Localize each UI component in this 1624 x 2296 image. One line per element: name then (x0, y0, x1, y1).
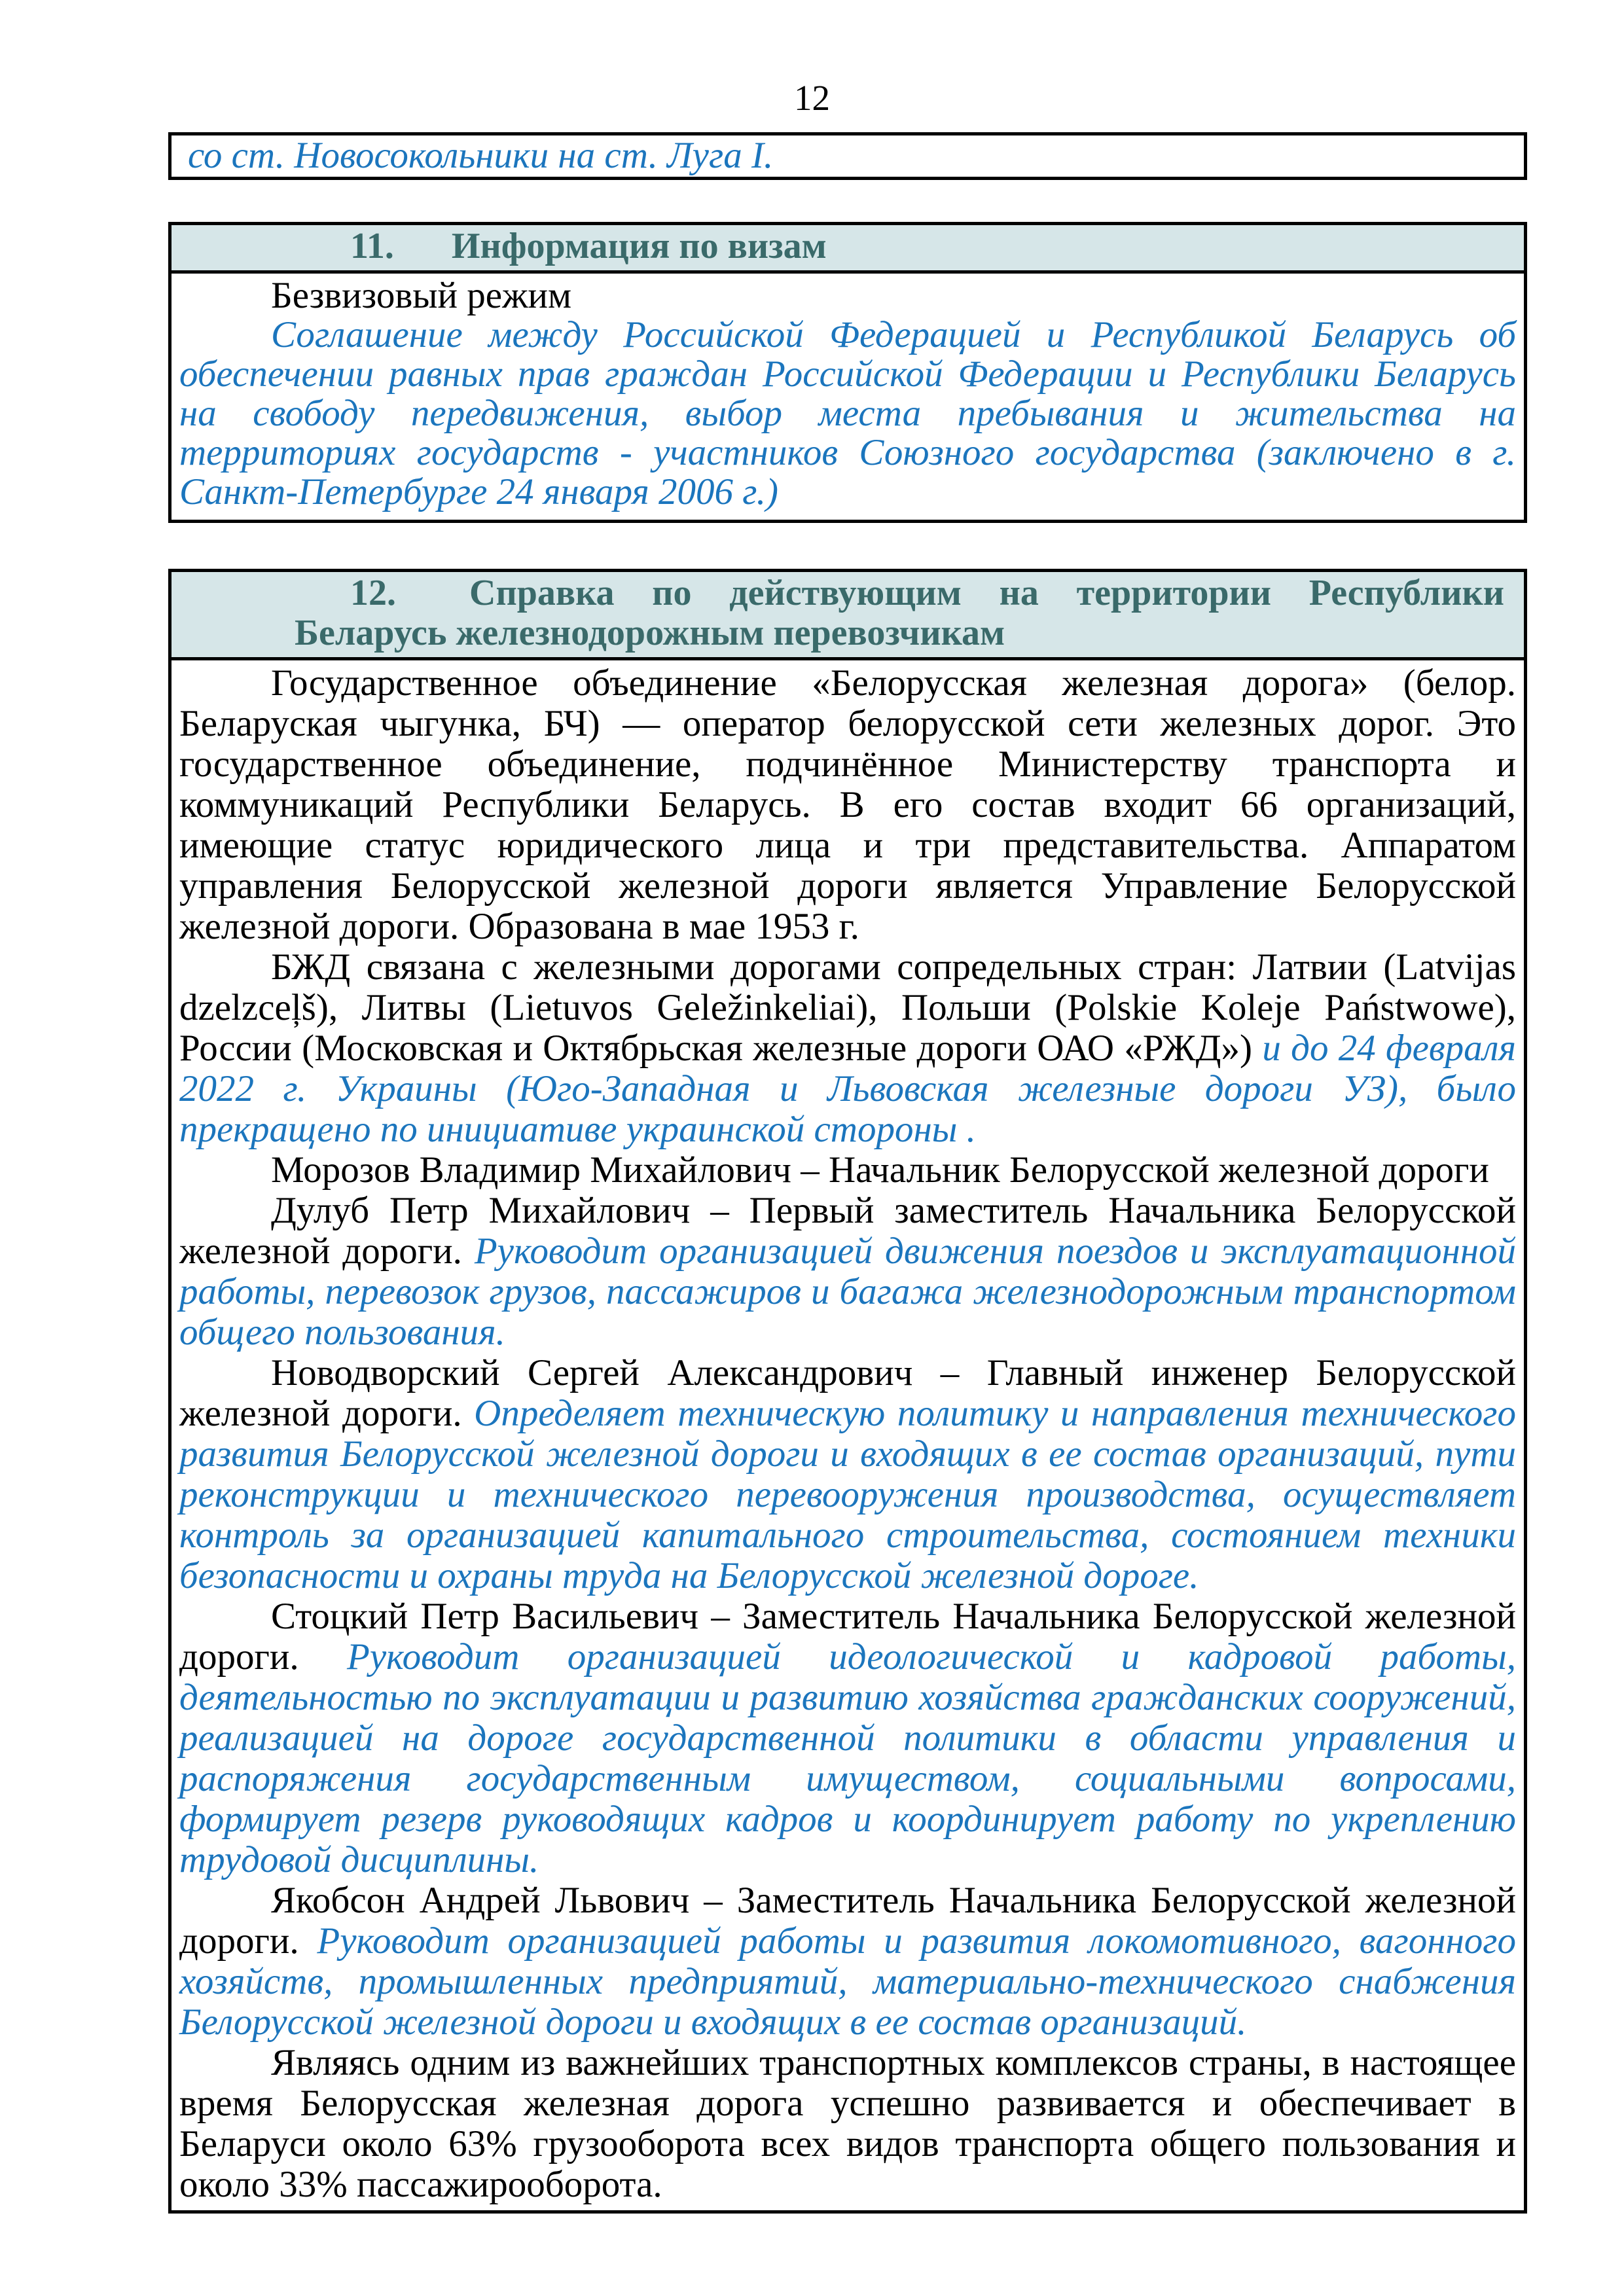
paragraph-morozov (179, 1150, 1516, 1191)
text-run-black: БЖД связана с железными дорогами сопредельных стран: Латвии (Latvijas dzelzceļš), Литвы (Lietuvos Geležinkeliai), Польши (Polskie Koleje Państwowe), России (Московская и Октябрьская железные дороги ОАО «РЖД») (179, 946, 1516, 1069)
paragraph-brief (179, 663, 1516, 947)
agreement-paragraph (179, 315, 1516, 512)
section-11-body (171, 274, 1524, 520)
text-run-black: Дулуб Петр Михайлович – Первый заместитель Начальника Белорусской железной дороги. (179, 1190, 1516, 1272)
section-12-header (171, 572, 1524, 660)
text-run-blue: и до 24 февраля 2022 г. Украины (Юго-Западная и Львовская железные дороги УЗ), было прекращено по инициативе украинской стороны . (179, 1028, 1516, 1150)
paragraph-yakobson (179, 1880, 1516, 2043)
text-run-black: Являясь одним из важнейших транспортных комплексов страны, в настоящее время Белорусская железная дорога успешно развивается и обеспечивает в Беларуси около 63% грузооборота всех видов транспорта общего пользования и около 33% пассажирооборота. (179, 2042, 1516, 2205)
text-run-black: Якобсон Андрей Львович – Заместитель Начальника Белорусской железной дороги. (179, 1880, 1516, 1962)
continuation-box (168, 132, 1527, 180)
continuation-text: со ст. Новосокольники на ст. Луга I. (188, 135, 774, 176)
paragraph-novodvorsky (179, 1353, 1516, 1596)
section-11-number: 11. (350, 226, 394, 266)
text-run-blue: Руководит организацией движения поездов и эксплуатационной работы, перевозок грузов, пассажиров и багажа железнодорожным транспортом общего пользования. (179, 1230, 1516, 1353)
section-11-title: Информация по визам (451, 226, 827, 266)
paragraph-summary (179, 2043, 1516, 2205)
paragraph-neighbor-railways (179, 947, 1516, 1150)
agreement-text: Соглашение между Российской Федерацией и Республикой Беларусь об обеспечении равных прав граждан Российской Федерации и Республики Беларусь на свободу передвижения, выбор места пребывания и жительства на территориях государств - участников Союзного государства (заключено в г. Санкт-Петербурге 24 января 2006 г.) (179, 314, 1516, 512)
paragraph-stotsky (179, 1596, 1516, 1880)
section-12-box (168, 569, 1527, 2214)
text-run-black: Государственное объединение «Белорусская железная дорога» (белор. Беларуская чыгунка, БЧ) — оператор белорусской сети железных дорог. Это государственное объединение, подчинённое Министерству транспорта и коммуникаций Республики Беларусь. В его состав входит 66 организаций, имеющие статус юридического лица и три представительства. Аппаратом управления Белорусской железной дороги является Управление Белорусской железной дороги. Образована в мае 1953 г. (179, 662, 1516, 947)
page-number: 12 (794, 78, 830, 118)
visa-regime-line: Безвизовый режим (271, 275, 572, 316)
section-12-body (171, 660, 1524, 2210)
text-run-blue: Руководит организацией идеологической и кадровой работы, деятельностью по эксплуатации и развитию хозяйства гражданских сооружений, реализацией на дороге государственной политики в области управления и распоряжения государственным имуществом, социальными вопросами, формирует резерв руководящих кадров и координирует работу по укреплению трудовой дисциплины. (179, 1636, 1516, 1880)
section-12-number: 12. (350, 573, 396, 613)
section-11-header (171, 225, 1524, 274)
tab-spacer (396, 604, 469, 605)
paragraph-dulub (179, 1191, 1516, 1353)
text-run-black: Стоцкий Петр Васильевич – Заместитель Начальника Белорусской железной дороги. (179, 1596, 1516, 1677)
section-12-title: Справка по действующим на территории Республики Беларусь железнодорожным перевозчикам (295, 573, 1504, 653)
text-run-black: Новодворский Сергей Александрович – Главный инженер Белорусской железной дороги. (179, 1352, 1516, 1434)
tab-spacer (394, 257, 452, 258)
section-11-box (168, 222, 1527, 523)
text-run-blue: Определяет техническую политику и направления технического развития Белорусской железной дороги и входящих в ее состав организаций, пути реконструкции и технического перевооружения производства, осуществляет контроль за организацией капитального строительства, состоянием техники безопасности и охраны труда на Белорусской железной дороге. (179, 1393, 1516, 1596)
text-run-black: Морозов Владимир Михайлович – Начальник Белорусской железной дороги (271, 1149, 1489, 1191)
text-run-blue: Руководит организацией работы и развития локомотивного, вагонного хозяйств, промышленных предприятий, материально-технического снабжения Белорусской железной дороги и входящих в ее состав организаций. (179, 1920, 1516, 2043)
